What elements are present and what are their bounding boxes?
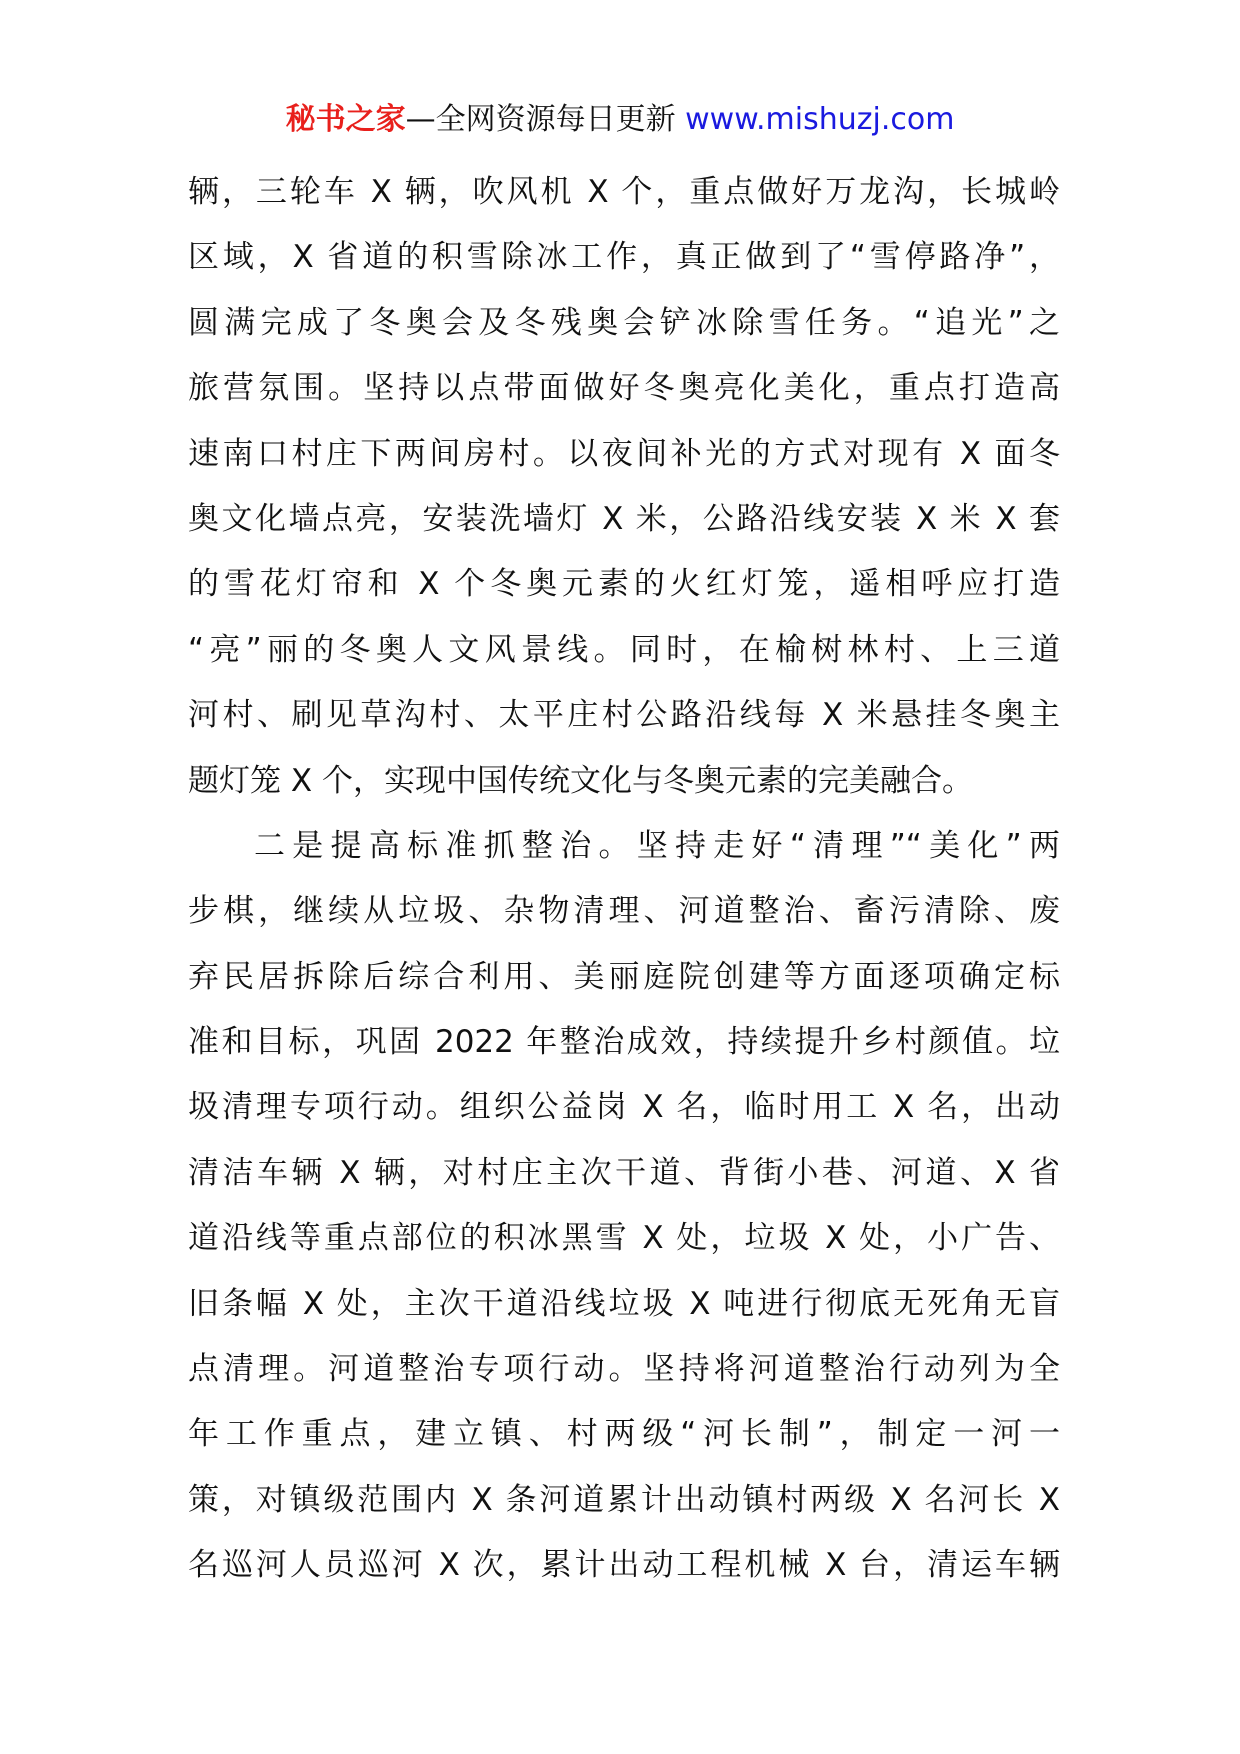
text-line: 旧条幅 X 处，主次干道沿线垃圾 X 吨进行彻底无死角无盲	[188, 1285, 1060, 1322]
header-tagline: —全网资源每日更新	[405, 102, 686, 137]
text-line: 河村、刷见草沟村、太平庄村公路沿线每 X 米悬挂冬奥主	[188, 697, 1060, 734]
site-url-link[interactable]: www.mishuzj.com	[685, 102, 955, 137]
text-line: 弃民居拆除后综合利用、美丽庭院创建等方面逐项确定标	[188, 958, 1060, 995]
text-line: 道沿线等重点部位的积冰黑雪 X 处，垃圾 X 处，小广告、	[188, 1220, 1060, 1257]
text-line: 名巡河人员巡河 X 次，累计出动工程机械 X 台，清运车辆	[188, 1547, 1060, 1584]
paragraph-end-line: 题灯笼 X 个，实现中国传统文化与冬奥元素的完美融合。	[188, 762, 973, 799]
site-header	[0, 100, 1240, 140]
text-line: 圾清理专项行动。组织公益岗 X 名，临时用工 X 名，出动	[188, 1089, 1060, 1126]
text-line: 速南口村庄下两间房村。以夜间补光的方式对现有 X 面冬	[188, 435, 1060, 472]
text-line: 区域，X 省道的积雪除冰工作，真正做到了“雪停路净”，	[188, 239, 1060, 276]
paragraph-start-line: 二是提高标准抓整治。坚持走好“清理”“美化”两	[254, 827, 1060, 864]
text-line: 步棋，继续从垃圾、杂物清理、河道整治、畜污清除、废	[188, 893, 1060, 930]
text-line: 的雪花灯帘和 X 个冬奥元素的火红灯笼，遥相呼应打造	[188, 566, 1060, 603]
text-line: 准和目标，巩固 2022 年整治成效，持续提升乡村颜值。垃	[188, 1024, 1060, 1061]
text-line: 辆，三轮车 X 辆，吹风机 X 个，重点做好万龙沟，长城岭	[188, 174, 1060, 210]
text-line: 旅营氛围。坚持以点带面做好冬奥亮化美化，重点打造高	[188, 370, 1060, 407]
text-line: 年工作重点，建立镇、村两级“河长制”，制定一河一	[188, 1416, 1060, 1453]
brand-name: 秘书之家	[285, 102, 406, 137]
document-body	[188, 160, 1060, 1599]
text-line: 点清理。河道整治专项行动。坚持将河道整治行动列为全	[188, 1351, 1060, 1388]
text-line: 奥文化墙点亮，安装洗墙灯 X 米，公路沿线安装 X 米 X 套	[188, 500, 1060, 537]
text-line: 清洁车辆 X 辆，对村庄主次干道、背街小巷、河道、X 省	[188, 1154, 1060, 1191]
text-line: “亮”丽的冬奥人文风景线。同时，在榆树林村、上三道	[188, 631, 1060, 668]
text-line: 圆满完成了冬奥会及冬残奥会铲冰除雪任务。“追光”之	[188, 304, 1060, 341]
text-line: 策，对镇级范围内 X 条河道累计出动镇村两级 X 名河长 X	[188, 1481, 1060, 1518]
